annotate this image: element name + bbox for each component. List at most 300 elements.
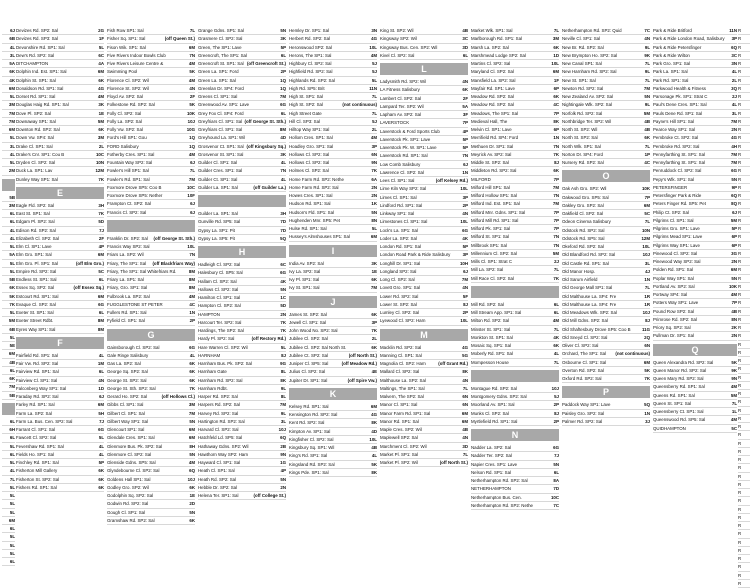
grid-ref: 10H bbox=[459, 260, 468, 266]
grid-ref: 8L bbox=[280, 369, 286, 375]
grid-ref: 3M bbox=[8, 102, 15, 108]
grid-ref: 7K bbox=[98, 211, 104, 216]
entry-name: Kingfisher Cl. SP2: Sal bbox=[289, 436, 334, 442]
index-entry bbox=[738, 200, 750, 208]
entry-name: Pearce Way SP1: Sal bbox=[653, 127, 696, 132]
entry-name: Estcourt Rd. SP1: Sal bbox=[16, 293, 59, 299]
entry-name: Norfolk Rd. SP2: Sal bbox=[562, 110, 603, 116]
entry-name: Dryden Cl. SP2: Sal bbox=[16, 160, 56, 165]
index-entry bbox=[738, 514, 750, 522]
entry-name: R bbox=[738, 564, 742, 570]
entry-name: Lovett Gro. SP1: Sal bbox=[380, 285, 421, 291]
index-entry bbox=[198, 151, 286, 159]
grid-ref: 4C bbox=[644, 160, 650, 165]
entry-name: Godley Gro. SP2: Wil bbox=[107, 484, 149, 490]
entry-name: R bbox=[738, 217, 742, 223]
index-entry bbox=[289, 184, 377, 192]
entry-name: R bbox=[738, 523, 742, 528]
entry-name: Marchment Cl. SP2: Wil bbox=[380, 443, 427, 449]
entry-name: R bbox=[738, 259, 742, 264]
entry-name: Gramshaw Rd. SP2: Sal bbox=[107, 517, 155, 523]
grid-ref: 1M bbox=[97, 361, 104, 366]
index-entry bbox=[107, 410, 195, 418]
entry-name: Middleton Rd. SP2: Sal bbox=[471, 168, 517, 174]
index-entry bbox=[738, 572, 750, 580]
grid-ref: 5L bbox=[9, 509, 15, 515]
index-entry bbox=[471, 225, 559, 233]
index-entry bbox=[198, 27, 286, 35]
index-entry bbox=[562, 202, 650, 210]
grid-ref: 5L bbox=[9, 268, 15, 274]
letter-header: N bbox=[471, 429, 559, 441]
grid-ref: 1K bbox=[371, 201, 377, 207]
grid-ref: 10C bbox=[186, 184, 195, 190]
grid-ref: 5L bbox=[280, 344, 286, 350]
entry-name: Oak Ash Gro. SP2: Wil bbox=[562, 186, 607, 192]
index-entry bbox=[738, 332, 750, 340]
entry-name: Lawrence Cl. SP2: Sal bbox=[380, 169, 424, 175]
index-entry bbox=[653, 299, 737, 307]
index-entry bbox=[198, 218, 286, 226]
grid-ref: 5A bbox=[9, 252, 15, 258]
grid-ref: 7K bbox=[371, 328, 377, 333]
entry-name: R bbox=[738, 325, 742, 330]
entry-name: R bbox=[738, 234, 742, 240]
entry-name: Portland Av. SP2: Sal bbox=[653, 283, 695, 289]
letter-header: M bbox=[380, 329, 468, 341]
entry-name: New Br. Rd. SP2: Sal bbox=[562, 44, 604, 50]
entry-name: R bbox=[738, 473, 742, 479]
entry-name: Farm La. Bus. Cen. SP2: Sal bbox=[16, 418, 73, 424]
index-entry bbox=[107, 176, 195, 184]
index-entry bbox=[738, 415, 750, 423]
index-entry bbox=[653, 176, 737, 184]
grid-ref: (off Essex Sq.) bbox=[73, 285, 104, 291]
index-entry bbox=[738, 349, 750, 357]
grid-ref: (off Spire Vw.) bbox=[347, 377, 377, 383]
grid-ref: 2N bbox=[371, 184, 377, 190]
index-entry bbox=[738, 167, 750, 175]
entry-name: Market Wlk. SP1: Sal bbox=[471, 28, 513, 33]
entry-name: R bbox=[738, 556, 742, 561]
index-entry bbox=[738, 217, 750, 225]
entry-name: Hatchfeld Ld. SP5: Sal bbox=[198, 435, 243, 441]
grid-ref: 4G bbox=[462, 344, 468, 350]
index-entry bbox=[380, 377, 468, 385]
grid-ref: 6L bbox=[9, 451, 15, 457]
grid-ref: 5N bbox=[280, 286, 286, 292]
index-entry bbox=[471, 101, 559, 109]
grid-ref: 1Q bbox=[189, 143, 195, 149]
index-entry bbox=[562, 27, 650, 35]
entry-name: Linkway SP1: Sal bbox=[380, 211, 415, 216]
entry-name: Old Blandford Rd. SP2: Sal bbox=[562, 252, 616, 258]
index-entry bbox=[471, 385, 559, 393]
grid-ref: 6C bbox=[280, 262, 286, 267]
entry-name: R bbox=[738, 127, 742, 132]
entry-name: R bbox=[738, 176, 742, 182]
index-entry bbox=[107, 344, 195, 352]
entry-name: Halesbury Cl. SP5: Sal bbox=[198, 270, 243, 276]
index-entry bbox=[2, 210, 15, 218]
grid-ref: 3M bbox=[97, 135, 104, 141]
grid-ref: 4C bbox=[553, 102, 559, 108]
entry-name: Fulbrook La. SP2: Sal bbox=[107, 293, 150, 299]
index-entry bbox=[2, 77, 15, 85]
entry-name: Old Malthouse La. SP4: Fre bbox=[562, 301, 617, 307]
grid-ref: (off Rectory Rd.) bbox=[251, 336, 286, 342]
index-entry bbox=[107, 451, 195, 459]
entry-name: Meyrick Av. SP2: Sal bbox=[471, 151, 512, 157]
entry-name: Mansfield La. SP2: Sal bbox=[471, 77, 516, 83]
index-entry bbox=[107, 167, 195, 175]
index-entry bbox=[289, 260, 377, 268]
grid-ref: 4B bbox=[9, 359, 15, 365]
index-entry bbox=[107, 293, 195, 301]
index-entry bbox=[2, 542, 15, 550]
entry-name: Gainsborough Cl. SP2: Sal bbox=[107, 344, 160, 350]
index-entry bbox=[16, 134, 104, 142]
grid-ref: 3K bbox=[98, 102, 104, 108]
entry-name: Guilder Cres. SP1: Sal bbox=[198, 168, 243, 174]
entry-name: Park Gro. SP1: Sal bbox=[653, 61, 691, 66]
index-entry bbox=[198, 235, 286, 243]
grid-ref: 2N bbox=[731, 259, 737, 264]
grid-ref: 7N bbox=[553, 143, 559, 149]
index-entry bbox=[198, 60, 286, 68]
index-entry bbox=[380, 119, 468, 127]
entry-name: Parkwood Health & Fitness bbox=[653, 85, 706, 91]
index-entry bbox=[289, 360, 377, 368]
grid-ref: 5L bbox=[98, 44, 104, 50]
grid-ref: 6Q bbox=[280, 435, 286, 441]
entry-name: Greyfriars Cl. SP1: Sal bbox=[198, 127, 243, 132]
index-entry bbox=[471, 242, 559, 250]
index-entry bbox=[289, 368, 377, 376]
index-entry bbox=[471, 326, 559, 334]
index-entry bbox=[289, 27, 377, 35]
index-entry bbox=[289, 143, 377, 151]
index-entry bbox=[562, 101, 650, 109]
index-entry bbox=[653, 209, 737, 217]
grid-ref: 6L bbox=[9, 219, 15, 225]
index-entry bbox=[738, 291, 750, 299]
grid-ref: 6M bbox=[370, 403, 377, 409]
entry-name: Green La. SP1: Sal bbox=[198, 77, 236, 83]
entry-name: Fisher Sq. SP1: Sal bbox=[107, 36, 146, 42]
grid-ref: 6K bbox=[98, 127, 104, 132]
index-entry bbox=[653, 225, 737, 233]
entry-name: Pauls Dene Rd. SP1: Sal bbox=[653, 110, 703, 116]
entry-name: Hadleigh Cl. SP2: Sal bbox=[198, 262, 241, 267]
entry-name: Harnham Gate bbox=[198, 369, 227, 375]
index-entry bbox=[380, 136, 468, 144]
index-entry bbox=[471, 60, 559, 68]
index-entry bbox=[107, 110, 195, 118]
grid-ref: 2P bbox=[553, 418, 559, 424]
index-entry bbox=[289, 311, 377, 319]
entry-name: Herbert Rd. SP2: Sal bbox=[289, 36, 330, 42]
grid-ref: 4B bbox=[371, 445, 377, 450]
grid-ref: 4L bbox=[98, 443, 104, 449]
grid-ref: 4M bbox=[730, 384, 737, 390]
index-entry bbox=[738, 35, 750, 43]
index-entry bbox=[471, 68, 559, 76]
grid-ref: 3K bbox=[280, 151, 286, 157]
index-entry bbox=[2, 375, 15, 383]
grid-ref: 5C bbox=[98, 268, 104, 274]
letter-header bbox=[198, 195, 286, 207]
letter-header: L bbox=[380, 63, 468, 75]
entry-name: Kings Pde. SP1: Sal bbox=[289, 469, 329, 475]
index-entry bbox=[198, 101, 286, 109]
entry-name: Douglas Haig Rd. SP1: Sal bbox=[16, 102, 69, 108]
grid-ref: 5L bbox=[9, 443, 15, 449]
entry-name: Lapham Av. SP2: Sal bbox=[380, 112, 422, 117]
grid-ref: (off Blackfriars Way) bbox=[152, 260, 195, 266]
index-entry bbox=[2, 27, 15, 35]
grid-ref: 1P bbox=[644, 151, 650, 157]
index-entry bbox=[471, 159, 559, 167]
entry-name: Elm Cl. SP1: Lave bbox=[16, 244, 52, 249]
grid-ref: 2L bbox=[731, 77, 737, 83]
grid-ref: 8J bbox=[463, 301, 468, 307]
grid-ref: 6P bbox=[731, 242, 737, 248]
grid-ref: 6L bbox=[553, 301, 559, 307]
grid-ref: 4G bbox=[371, 412, 377, 417]
entry-name: Queensberry Ct. SP1: Sal bbox=[653, 409, 704, 414]
grid-ref: 5N bbox=[189, 418, 195, 424]
grid-ref: 5C bbox=[731, 425, 737, 431]
grid-ref: 7K bbox=[371, 168, 377, 174]
grid-ref: 7L bbox=[462, 451, 468, 457]
grid-ref: 7M bbox=[8, 118, 15, 124]
grid-ref: 4L bbox=[9, 227, 15, 233]
entry-name: Gas La. SP2: Sal bbox=[107, 361, 141, 366]
index-entry bbox=[2, 202, 15, 210]
grid-ref: 7N bbox=[553, 234, 559, 240]
grid-ref: 4L bbox=[9, 151, 15, 157]
index-entry bbox=[2, 227, 15, 235]
entry-name: R bbox=[738, 391, 742, 396]
grid-ref: 5G bbox=[462, 352, 468, 358]
index-entry bbox=[2, 451, 15, 459]
index-entry bbox=[107, 426, 195, 434]
grid-ref: 8K bbox=[553, 118, 559, 124]
entry-name: Penruddock Cl. SP2: Sal bbox=[653, 168, 702, 174]
letter-header bbox=[471, 370, 559, 382]
entry-name: Glenmore Bus. Pk. SP2: Sal bbox=[107, 443, 163, 449]
index-entry bbox=[562, 359, 650, 367]
entry-name: Greencroft St. SP1: Sal bbox=[198, 61, 244, 66]
grid-ref: 7M bbox=[730, 118, 737, 124]
entry-name: Greencroft, The SP1: Sal bbox=[198, 52, 247, 58]
grid-ref: 9L bbox=[644, 102, 650, 108]
index-entry bbox=[16, 385, 104, 393]
index-entry bbox=[471, 418, 559, 426]
index-entry bbox=[380, 385, 468, 393]
index-entry bbox=[198, 410, 286, 418]
grid-ref: 7P bbox=[462, 120, 468, 126]
grid-ref: 7L bbox=[189, 168, 195, 174]
entry-name: Juniper Cl. SP5: Sal bbox=[289, 361, 329, 366]
grid-ref: 7L bbox=[553, 326, 559, 332]
index-entry bbox=[107, 459, 195, 467]
grid-ref: 6Q bbox=[731, 44, 737, 50]
index-entry bbox=[198, 393, 286, 401]
index-entry bbox=[738, 539, 750, 547]
entry-name: Hughenden Mnr. SP5: Pet bbox=[289, 217, 341, 223]
index-entry bbox=[380, 218, 468, 226]
entry-name: DITCHAMPTON bbox=[16, 61, 49, 66]
entry-name: Devizes Rd. SP3: Sal bbox=[16, 36, 58, 42]
entry-name: Melvin Cl. SP1: Lave bbox=[471, 127, 512, 132]
entry-name: Gilbert Cl. SP1: Sal bbox=[107, 410, 145, 416]
index-entry bbox=[16, 309, 104, 317]
entry-name: Maple Cres. SP2: Wil bbox=[380, 427, 422, 432]
index-entry bbox=[738, 382, 750, 390]
grid-ref: 8K bbox=[280, 377, 286, 383]
entry-name: Milford Mnr. Gdns. SP1: Sal bbox=[471, 209, 526, 215]
grid-ref: 2N bbox=[731, 333, 737, 339]
entry-name: James St. SP2: Sal bbox=[289, 311, 327, 317]
index-column bbox=[653, 27, 737, 527]
entry-name: R bbox=[738, 209, 742, 215]
entry-name: Park Rd. SP1: Sal bbox=[653, 77, 689, 83]
entry-name: Fountain Way SP2: Sal bbox=[107, 160, 153, 165]
entry-name: Overton Rd. SP2: Sal bbox=[562, 367, 604, 373]
index-entry bbox=[198, 476, 286, 484]
index-entry bbox=[107, 200, 195, 208]
entry-name: Glyndebourne Cl. SP2: Sal bbox=[107, 468, 160, 474]
index-entry bbox=[380, 243, 468, 251]
grid-ref: 5B bbox=[9, 194, 15, 200]
entry-name: Laverstock Pk. W. SP1: Lave bbox=[380, 145, 437, 150]
index-entry bbox=[2, 68, 15, 76]
index-entry bbox=[738, 77, 750, 85]
entry-name: Moorland Av. SP1: Sal bbox=[471, 402, 515, 408]
grid-ref: 3L bbox=[9, 143, 15, 149]
index-entry bbox=[380, 169, 468, 177]
index-entry bbox=[107, 377, 195, 385]
grid-ref: 3P bbox=[371, 143, 377, 149]
entry-name: Hudson's Fld. SP1: Sal bbox=[289, 209, 335, 215]
entry-name: Hollom Cres. SP1: Sal bbox=[289, 135, 333, 141]
entry-name: Hilltop Way SP1: Sal bbox=[289, 127, 330, 132]
entry-name: R bbox=[738, 110, 742, 116]
letter-header: K bbox=[289, 388, 377, 400]
index-entry bbox=[16, 276, 104, 284]
grid-ref: (not continuous) bbox=[615, 351, 650, 357]
entry-name: Lock's La. SP1: Sal bbox=[380, 227, 418, 233]
entry-name: Folkestone Rd. SP2: Sal bbox=[107, 102, 155, 108]
index-entry bbox=[198, 294, 286, 302]
entry-name: R bbox=[738, 77, 742, 83]
entry-name: Maltings, The SP1: Sal bbox=[380, 385, 425, 391]
entry-name: Osbourne Cl. SP1: Sal bbox=[562, 359, 607, 365]
grid-ref: 6P bbox=[731, 234, 737, 240]
grid-ref: 1C bbox=[280, 295, 286, 300]
entry-name: Gibbs Cl. SP1: Sal bbox=[107, 402, 144, 408]
entry-name: Queenswood Rd. SP5: Sal bbox=[653, 417, 706, 423]
entry-name: Endless St. SP1: Sal bbox=[16, 277, 57, 282]
grid-ref: 7N bbox=[280, 168, 286, 174]
index-entry bbox=[471, 485, 559, 493]
grid-ref: 6K bbox=[189, 369, 195, 375]
grid-ref: 4L bbox=[731, 102, 737, 108]
entry-name: High St. SP2: Sal bbox=[289, 102, 323, 108]
entry-name: Pennyfarthing St. SP1: Sal bbox=[653, 151, 705, 157]
index-entry bbox=[380, 451, 468, 459]
index-entry bbox=[107, 126, 195, 134]
index-entry bbox=[107, 151, 195, 159]
index-entry bbox=[562, 317, 650, 325]
grid-ref: 10J bbox=[642, 252, 650, 258]
index-entry bbox=[2, 52, 15, 60]
index-entry bbox=[2, 500, 15, 508]
index-entry bbox=[471, 35, 559, 43]
entry-name: Martins Cl. SP2: Sal bbox=[471, 61, 511, 66]
grid-ref: 5P bbox=[731, 226, 737, 231]
index-entry bbox=[380, 210, 468, 218]
index-entry bbox=[198, 302, 286, 310]
entry-name: Mill Race Cl. SP2: Sal bbox=[471, 275, 514, 281]
entry-name: Milford Mill Rd. SP1: Sal bbox=[471, 217, 519, 223]
grid-ref: 5L bbox=[9, 542, 15, 548]
index-entry bbox=[653, 159, 737, 167]
entry-name: Mallard Cl. SP2: Sal bbox=[380, 369, 420, 375]
entry-name: Faraday Rd. SP2: Sal bbox=[16, 394, 59, 399]
entry-name: Evaque Cl. SP2: Sal bbox=[16, 301, 56, 307]
entry-name: Portway SP4: Sal bbox=[653, 292, 688, 297]
entry-name: R bbox=[738, 201, 742, 207]
entry-name: Jubilee Ct. SP2: Sal bbox=[289, 352, 329, 358]
index-entry bbox=[653, 324, 737, 332]
index-entry bbox=[653, 44, 737, 52]
entry-name: Dove Pl. SP2: Sal bbox=[16, 110, 51, 116]
grid-ref: 7C bbox=[644, 28, 650, 33]
index-entry bbox=[2, 476, 15, 484]
index-entry bbox=[738, 184, 750, 192]
entry-name: Elizabeth Cl. SP2: Sal bbox=[16, 235, 59, 241]
entry-name: R bbox=[738, 94, 742, 99]
index-entry bbox=[738, 143, 750, 151]
entry-name: Fishers Rd. SP1: Sal bbox=[16, 484, 57, 490]
entry-name: Odstock Rd. SP2: Sal bbox=[562, 227, 605, 233]
entry-name: R bbox=[738, 498, 742, 504]
grid-ref: 6H bbox=[9, 427, 15, 432]
grid-ref: (off Hollows Cl.) bbox=[161, 394, 195, 399]
entry-name: London Rd. SP1: Sal bbox=[380, 244, 422, 249]
index-column bbox=[471, 27, 559, 527]
index-entry bbox=[16, 151, 104, 159]
entry-name: Nightingale Wlk. SP2: Sal bbox=[562, 102, 613, 108]
entry-name: John Wood No. SP2: Sal bbox=[289, 328, 338, 333]
grid-ref: 6K bbox=[9, 69, 15, 75]
letter-header: E bbox=[16, 187, 104, 199]
entry-name: Gale Ringe Salisbury bbox=[107, 352, 149, 358]
entry-name: Home Farm Rd. SP2: Sal bbox=[289, 184, 339, 190]
grid-ref: 7M bbox=[8, 384, 15, 390]
grid-ref: 2L bbox=[371, 127, 377, 132]
grid-ref: 9N bbox=[371, 160, 377, 165]
entry-name: Nadder La. SP2: Sal bbox=[471, 445, 512, 450]
grid-ref: 4L bbox=[371, 453, 377, 459]
entry-name: Park La. SP1: Sal bbox=[653, 69, 688, 75]
index-entry bbox=[289, 93, 377, 101]
entry-name: Exeter St. SP1: Sal bbox=[16, 310, 54, 315]
grid-ref: 3M bbox=[188, 402, 195, 408]
